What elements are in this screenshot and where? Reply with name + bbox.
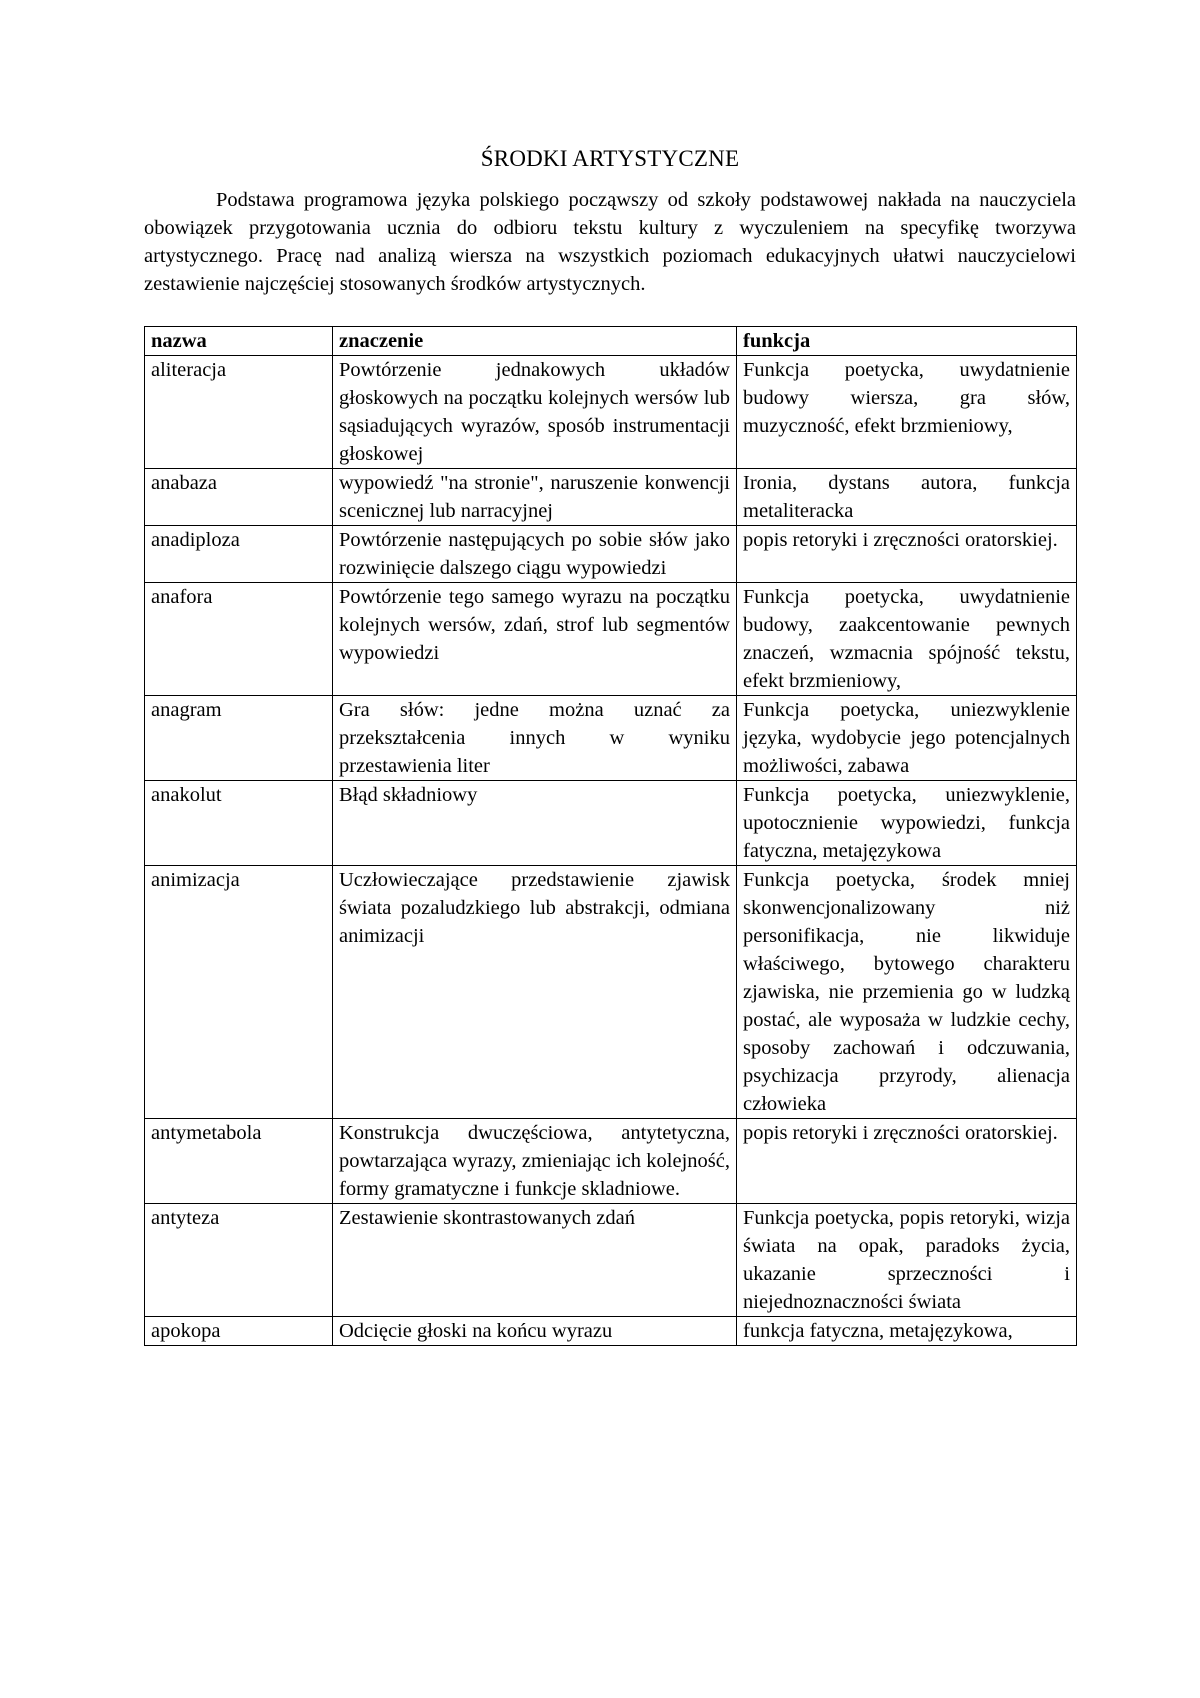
table-row [145, 1119, 1077, 1204]
term-name: anafora [145, 583, 333, 696]
terms-table [144, 326, 1077, 1346]
term-function: Funkcja poetycka, uniezwyklenie, upotocznienie wypowiedzi, funkcja fatyczna, metajęzykowa [737, 781, 1077, 866]
table-row [145, 866, 1077, 1119]
table-row [145, 469, 1077, 526]
term-function: Funkcja poetycka, uwydatnienie budowy, zaakcentowanie pewnych znaczeń, wzmacnia spójność tekstu, efekt brzmieniowy, [737, 583, 1077, 696]
term-name: anabaza [145, 469, 333, 526]
header-function: funkcja [737, 327, 1077, 356]
term-meaning: Błąd składniowy [333, 781, 737, 866]
intro-paragraph: Podstawa programowa języka polskiego począwszy od szkoły podstawowej nakłada na nauczyciela obowiązek przygotowania ucznia do odbioru tekstu kultury z wyczuleniem na specyfikę tworzywa artystycznego. Pracę nad analizą wiersza na wszystkich poziomach edukacyjnych ułatwi nauczycielowi zestawienie najczęściej stosowanych środków artystycznych. [144, 189, 1076, 295]
header-meaning: znaczenie [333, 327, 737, 356]
term-meaning: Odcięcie głoski na końcu wyrazu [333, 1317, 737, 1346]
header-name: nazwa [145, 327, 333, 356]
table-row [145, 356, 1077, 469]
term-meaning: wypowiedź "na stronie", naruszenie konwencji scenicznej lub narracyjnej [333, 469, 737, 526]
document-page [144, 144, 1076, 1346]
term-function: Ironia, dystans autora, funkcja metaliteracka [737, 469, 1077, 526]
term-name: anagram [145, 696, 333, 781]
term-meaning: Powtórzenie tego samego wyrazu na początku kolejnych wersów, zdań, strof lub segmentów wypowiedzi [333, 583, 737, 696]
term-function: Funkcja poetycka, popis retoryki, wizja świata na opak, paradoks życia, ukazanie sprzeczności i niejednoznaczności świata [737, 1204, 1077, 1317]
table-row [145, 781, 1077, 866]
document-title: ŚRODKI ARTYSTYCZNE [480, 146, 740, 171]
term-function: Funkcja poetycka, środek mniej skonwencjonalizowany niż personifikacja, nie likwiduje właściwego, bytowego charakteru zjawiska, nie przemienia go w ludzką postać, ale wyposaża w ludzkie cechy, sposoby zachowań i odczuwania, psychizacja przyrody, alienacja człowieka [737, 866, 1077, 1119]
term-function: popis retoryki i zręczności oratorskiej. [737, 526, 1077, 583]
table-row [145, 696, 1077, 781]
table-row [145, 1204, 1077, 1317]
term-name: aliteracja [145, 356, 333, 469]
table-header-row [145, 327, 1077, 356]
term-name: animizacja [145, 866, 333, 1119]
term-name: anakolut [145, 781, 333, 866]
table-row [145, 583, 1077, 696]
term-name: antyteza [145, 1204, 333, 1317]
term-function: popis retoryki i zręczności oratorskiej. [737, 1119, 1077, 1204]
term-meaning: Powtórzenie jednakowych układów głoskowych na początku kolejnych wersów lub sąsiadujących wyrazów, sposób instrumentacji głoskowej [333, 356, 737, 469]
term-meaning: Gra słów: jedne można uznać za przekształcenia innych w wyniku przestawienia liter [333, 696, 737, 781]
term-name: apokopa [145, 1317, 333, 1346]
term-function: Funkcja poetycka, uwydatnienie budowy wiersza, gra słów, muzyczność, efekt brzmieniowy, [737, 356, 1077, 469]
table-row [145, 526, 1077, 583]
term-meaning: Zestawienie skontrastowanych zdań [333, 1204, 737, 1317]
term-meaning: Konstrukcja dwuczęściowa, antytetyczna, powtarzająca wyrazy, zmieniając ich kolejność, formy gramatyczne i funkcje skladniowe. [333, 1119, 737, 1204]
term-meaning: Uczłowieczające przedstawienie zjawisk świata pozaludzkiego lub abstrakcji, odmiana animizacji [333, 866, 737, 1119]
table-row [145, 1317, 1077, 1346]
term-function: funkcja fatyczna, metajęzykowa, [737, 1317, 1077, 1346]
term-name: antymetabola [145, 1119, 333, 1204]
term-name: anadiploza [145, 526, 333, 583]
term-meaning: Powtórzenie następujących po sobie słów jako rozwinięcie dalszego ciągu wypowiedzi [333, 526, 737, 583]
term-function: Funkcja poetycka, uniezwyklenie języka, wydobycie jego potencjalnych możliwości, zabawa [737, 696, 1077, 781]
